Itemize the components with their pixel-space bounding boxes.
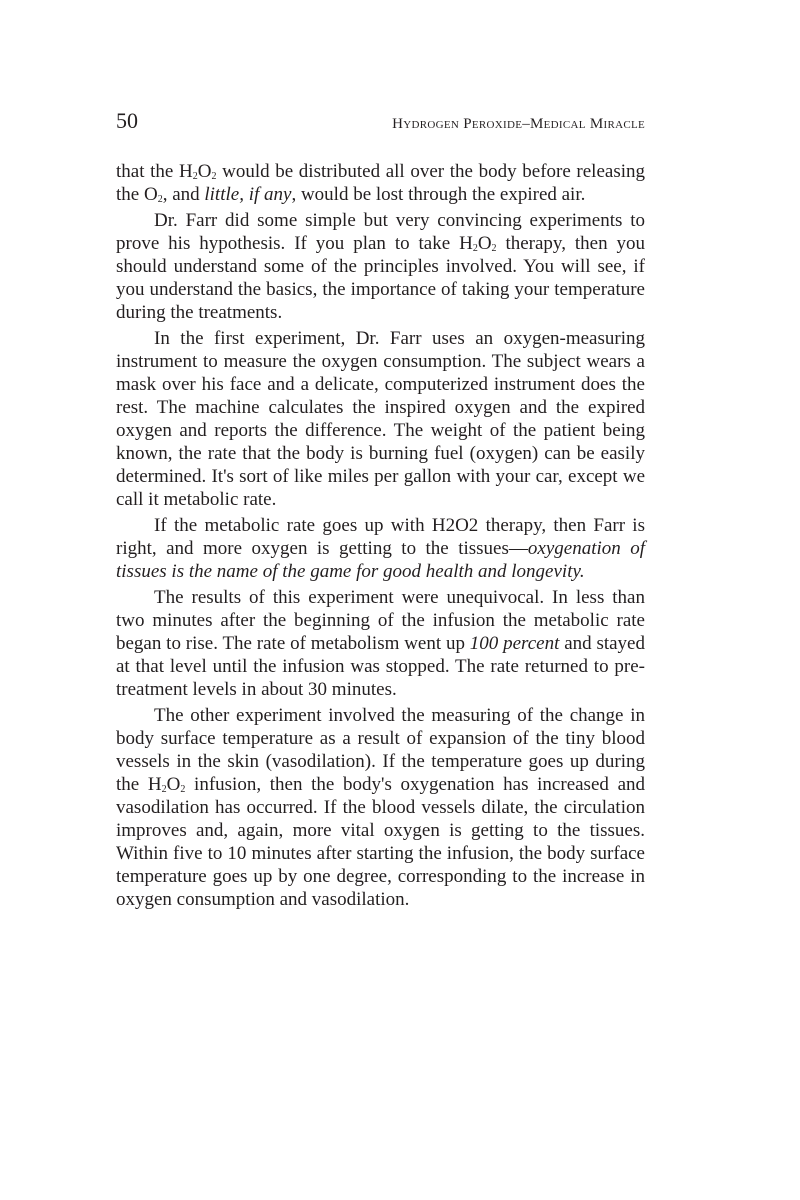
text-run: If the metabolic rate goes up with H2O2 therapy, then Farr is right, and more oxygen is getting to the tissues— bbox=[116, 515, 645, 559]
text-run: would be distributed all over the body before releasing the O bbox=[116, 161, 645, 205]
body-text bbox=[116, 160, 645, 911]
italic-text: little, if any bbox=[204, 184, 292, 205]
page-number: 50 bbox=[116, 108, 138, 133]
paragraph bbox=[116, 160, 645, 206]
paragraph bbox=[116, 704, 645, 911]
text-run: therapy, then you should understand some of the principles involved. You will see, if you understand the basics, the importance of taking your temperature during the treatments. bbox=[116, 233, 645, 323]
paragraph bbox=[116, 327, 645, 511]
text-run: O bbox=[166, 774, 181, 795]
text-run: Dr. Farr did some simple but very convincing experiments to prove his hypothesis. If you plan to take H bbox=[116, 210, 645, 254]
text-run: that the H bbox=[116, 161, 193, 182]
text-run: , would be lost through the expired air. bbox=[291, 184, 586, 205]
text-run: O bbox=[477, 233, 492, 254]
subscript: 2 bbox=[161, 784, 167, 795]
paragraph bbox=[116, 586, 645, 701]
paragraph bbox=[116, 209, 645, 324]
running-title: Hydrogen Peroxide–Medical Miracle bbox=[392, 116, 645, 132]
paragraph bbox=[116, 514, 645, 583]
running-head bbox=[116, 108, 645, 134]
book-page bbox=[116, 108, 645, 914]
text-run: O bbox=[197, 161, 212, 182]
subscript: 2 bbox=[211, 171, 217, 182]
italic-text: 100 percent bbox=[469, 633, 560, 654]
text-run: The results of this experiment were unequivocal. In less than two minutes after the beginning of the infusion the metabolic rate began to rise. The rate of metabolism went up bbox=[116, 587, 645, 654]
subscript: 2 bbox=[491, 243, 497, 254]
subscript: 2 bbox=[157, 194, 163, 205]
text-run: and stayed at that level until the infusion was stopped. The rate returned to pre-treatment levels in about 30 minutes. bbox=[116, 633, 645, 700]
subscript: 2 bbox=[180, 784, 186, 795]
subscript: 2 bbox=[192, 171, 198, 182]
text-run: The other experiment involved the measuring of the change in body surface temperature as a result of expansion of the tiny blood vessels in the skin (vasodilation). If the temperature goes up during the H bbox=[116, 705, 645, 795]
text-run: In the first experiment, Dr. Farr uses an oxygen-measuring instrument to measure the oxygen consumption. The subject wears a mask over his face and a delicate, computerized instrument does the rest. The machine calculates the inspired oxygen and the expired oxygen and reports the difference. The weight of the patient being known, the rate that the body is burning fuel (oxygen) can be easily determined. It's sort of like miles per gallon with your car, except we call it metabolic rate. bbox=[116, 328, 645, 510]
text-run: , and bbox=[162, 184, 205, 205]
text-run: infusion, then the body's oxygenation has increased and vasodilation has occurred. If the blood vessels dilate, the circulation improves and, again, more vital oxygen is getting to the tissues. Within five to 10 minutes after starting the infusion, the body surface temperature goes up by one degree, corresponding to the increase in oxygen consumption and vasodilation. bbox=[116, 774, 646, 910]
subscript: 2 bbox=[472, 243, 478, 254]
italic-text: oxygenation of tissues is the name of the game for good health and longevity. bbox=[116, 538, 645, 582]
